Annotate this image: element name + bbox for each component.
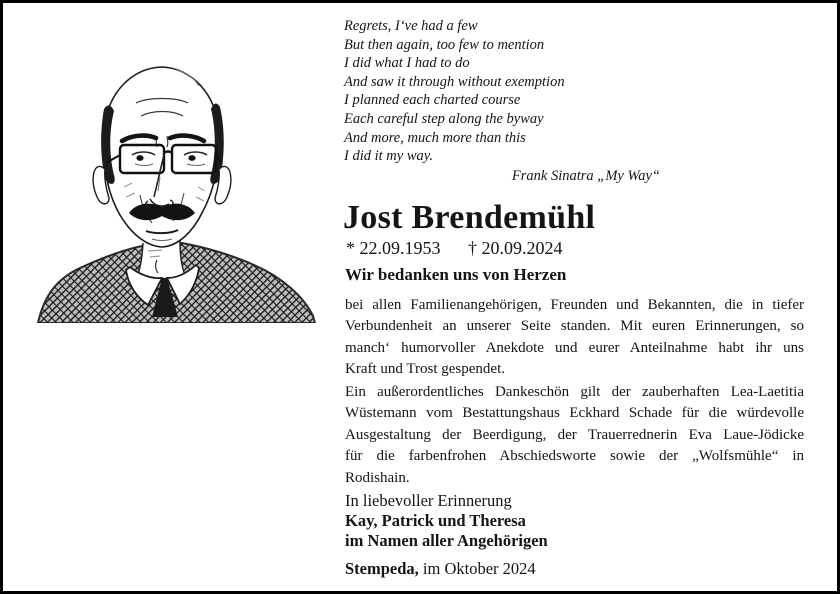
paragraph-line: für die farbenfrohen Abschiedsworte sowie der „Wolfsmühle“ in: [345, 448, 804, 465]
portrait-sketch: [36, 57, 324, 323]
paragraph-line: manch‘ humorvoller Anekdote und eurer Anteilnahme habt ihr uns: [345, 339, 804, 356]
poem-line: I did what I had to do: [344, 55, 470, 72]
paragraph-line: Ausgestaltung der Beerdigung, der Trauerrednerin Eva Laue-Jödicke: [345, 426, 804, 443]
deceased-name: Jost Brendemühl: [343, 199, 596, 236]
paragraph-line: Ein außerordentliches Dankeschön gilt der zauberhaften Lea-Laetitia: [345, 384, 804, 400]
paragraph-line: Verbundenheit an unserer Seite standen. Mit euren Erinnerungen, so: [345, 318, 804, 335]
poem-line: I planned each charted course: [344, 92, 521, 109]
poem-line: I did it my way.: [344, 148, 434, 165]
poem: [344, 17, 662, 185]
paragraph-line: bei allen Familienangehörigen, Freunden und Bekannten, die in tiefer: [345, 297, 804, 313]
closing-line-3: im Namen aller Angehörigen: [345, 530, 548, 550]
paragraph-line: Wüstemann vom Bestattungshaus Eckhard Schade für die würdevolle: [345, 405, 804, 422]
death-date: † 20.09.2024: [468, 238, 563, 258]
closing-block: [345, 491, 548, 550]
poem-line: And saw it through without exemption: [344, 73, 565, 90]
face: [93, 67, 231, 247]
poem-attribution: Frank Sinatra „My Way“: [511, 167, 660, 184]
thanks-paragraph-1: [345, 295, 804, 381]
poem-line: And more, much more than this: [344, 129, 526, 146]
thanks-heading: Wir bedanken uns von Herzen: [345, 265, 567, 284]
place-date-line: [345, 559, 536, 579]
closing-line-1: In liebevoller Erinnerung: [345, 491, 512, 510]
paragraph-line: Kraft und Trost gespendet.: [345, 361, 505, 378]
poem-line: Each careful step along the byway: [344, 110, 544, 127]
poem-line: But then again, too few to mention: [344, 36, 545, 53]
family-names: Kay, Patrick und Theresa: [345, 510, 526, 530]
life-dates: [346, 238, 563, 258]
paragraph-line: Rodishain.: [345, 469, 410, 486]
thanks-paragraph-2: [345, 382, 804, 489]
poem-line: Regrets, I‘ve had a few: [344, 18, 478, 34]
birth-date: * 22.09.1953: [346, 238, 441, 258]
place-name: Stempeda,: [345, 559, 419, 578]
footer-date: im Oktober 2024: [418, 559, 536, 578]
